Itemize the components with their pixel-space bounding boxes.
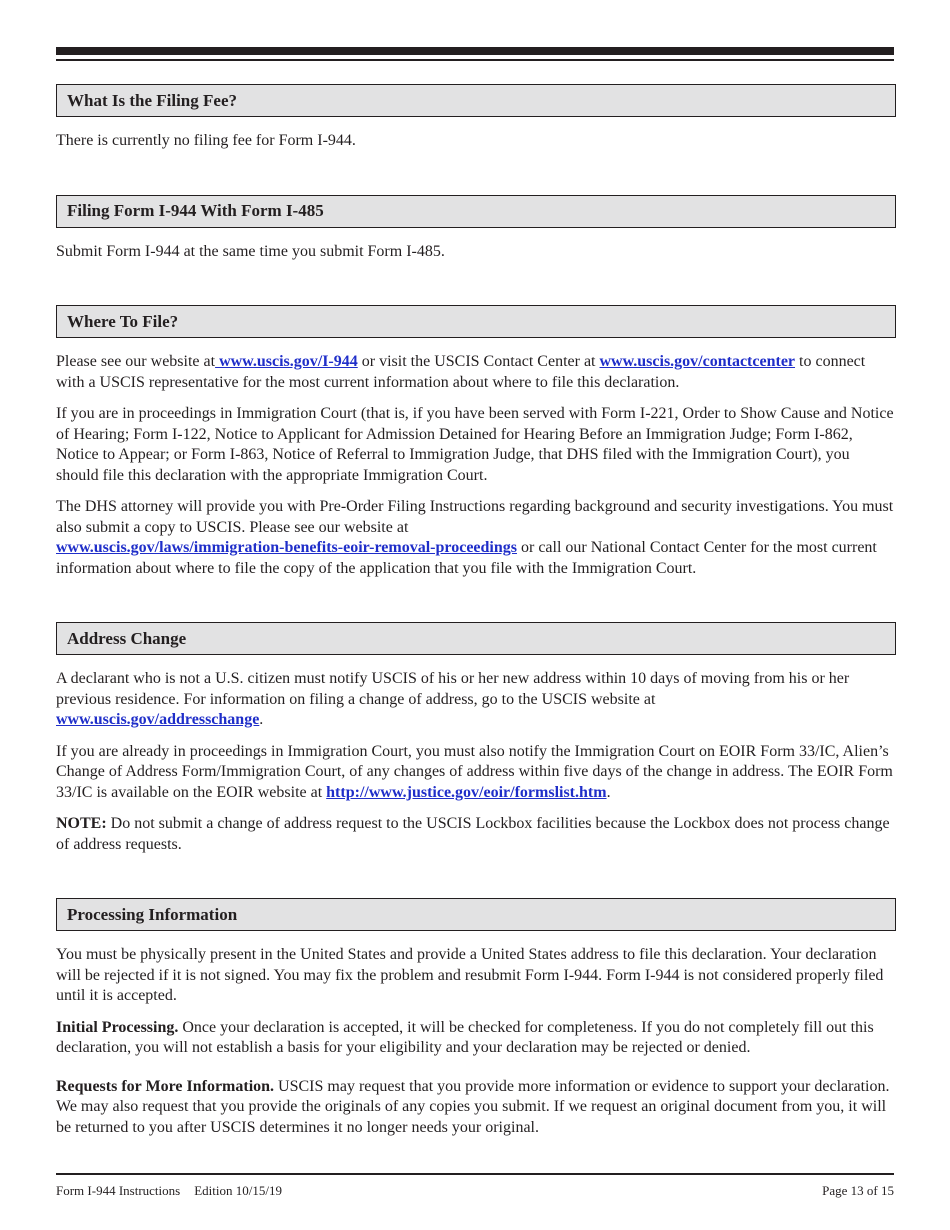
initial-processing-paragraph: Initial Processing. Once your declaration is accepted, it will be checked for completeness. If you do not completely fill out this declaration, you will not establish a basis for your eligibility and your declaration may be rejected or denied. [56,1018,874,1056]
address-change-link[interactable]: www.uscis.gov/addresschange [56,711,260,728]
eoir-formslist-link[interactable]: http://www.justice.gov/eoir/formslist.htm [326,783,607,801]
eoir-removal-proceedings-link[interactable]: www.uscis.gov/laws/immigration-benefits-eoir-removal-proceedings [56,539,517,556]
where-to-file-paragraph-2: If you are in proceedings in Immigration Court (that is, if you have been served with Form I-221, Order to Show Cause and Notice of Hearing; Form I-122, Notice to Applicant for Admission Detained for Hearing Before an Immigration Judge; Form I-862, Notice to Appear; or Form I-863, Notice of Referral to Immigration Judge, that DHS filed with the Immigration Court), you should file this declaration with the appropriate Immigration Court. [56,405,894,484]
note-label: NOTE: [56,815,107,832]
footer-form-name: Form I-944 Instructions [56,1183,181,1198]
top-rule-thick [56,47,894,55]
top-rule-thin [56,59,894,61]
footer-page-number: Page 13 of 15 [822,1183,894,1198]
section-header-filing-fee: What Is the Filing Fee? [56,84,896,117]
section-header-where-to-file: Where To File? [56,305,896,338]
filing-fee-text: There is currently no filing fee for Form I-944. [56,132,356,149]
with-i485-text: Submit Form I-944 at the same time you submit Form I-485. [56,242,445,260]
where-to-file-paragraph-3: The DHS attorney will provide you with Pre-Order Filing Instructions regarding background and security investigations. You must also submit a copy to USCIS. Please see our website at www.uscis.gov/laws/immigration-benefits-eoir-removal-proceedings or call our National Contact Center for the most current information about where to file the copy of the application that you file with the Immigration Court. [56,498,894,577]
contact-center-link[interactable]: www.uscis.gov/contactcenter [599,353,796,370]
address-change-paragraph-1: A declarant who is not a U.S. citizen must notify USCIS of his or her new address within 10 days of moving from his or her previous residence. For information on filing a change of address, go to the USCIS website at www.uscis.gov/addresschange. [56,670,850,728]
page-footer [56,1183,894,1199]
section-header-address-change: Address Change [56,622,896,655]
requests-more-info-paragraph: Requests for More Information. USCIS may request that you provide more information or evidence to support your declaration. We may also request that you provide the originals of any copies you submit. If we request an original document from you, it will be returned to you after USCIS determines it no longer needs your original. [56,1077,890,1136]
address-change-note: NOTE: Do not submit a change of address request to the USCIS Lockbox facilities because the Lockbox does not process change of address requests. [56,815,890,853]
footer-form-info [56,1183,282,1199]
section-header-processing: Processing Information [56,898,896,931]
initial-processing-label: Initial Processing. [56,1018,179,1036]
uscis-i944-link[interactable]: www.uscis.gov/I-944 [215,353,358,370]
page-content [56,84,896,1138]
footer-edition: Edition 10/15/19 [194,1183,282,1198]
footer-rule [56,1173,894,1175]
processing-paragraph-1: You must be physically present in the United States and provide a United States address to file this declaration. Your declaration will be rejected if it is not signed. You may fix the problem and resubmit Form I-944. Form I-944 is not considered properly filed until it is accepted. [56,946,884,1004]
address-change-paragraph-2: If you are already in proceedings in Immigration Court, you must also notify the Immigration Court on EOIR Form 33/IC, Alien’s Change of Address Form/Immigration Court, of any changes of address within five days of the change in address. The EOIR Form 33/IC is available on the EOIR website at http://www.justice.gov/eoir/formslist.htm. [56,742,893,801]
requests-more-info-label: Requests for More Information. [56,1077,275,1095]
where-to-file-paragraph-1: Please see our website at www.uscis.gov/I-944 or visit the USCIS Contact Center at www.uscis.gov/contactcenter to connect with a USCIS representative for the most current information about where to file this declaration. [56,353,866,391]
section-header-with-i485: Filing Form I-944 With Form I-485 [56,195,896,228]
